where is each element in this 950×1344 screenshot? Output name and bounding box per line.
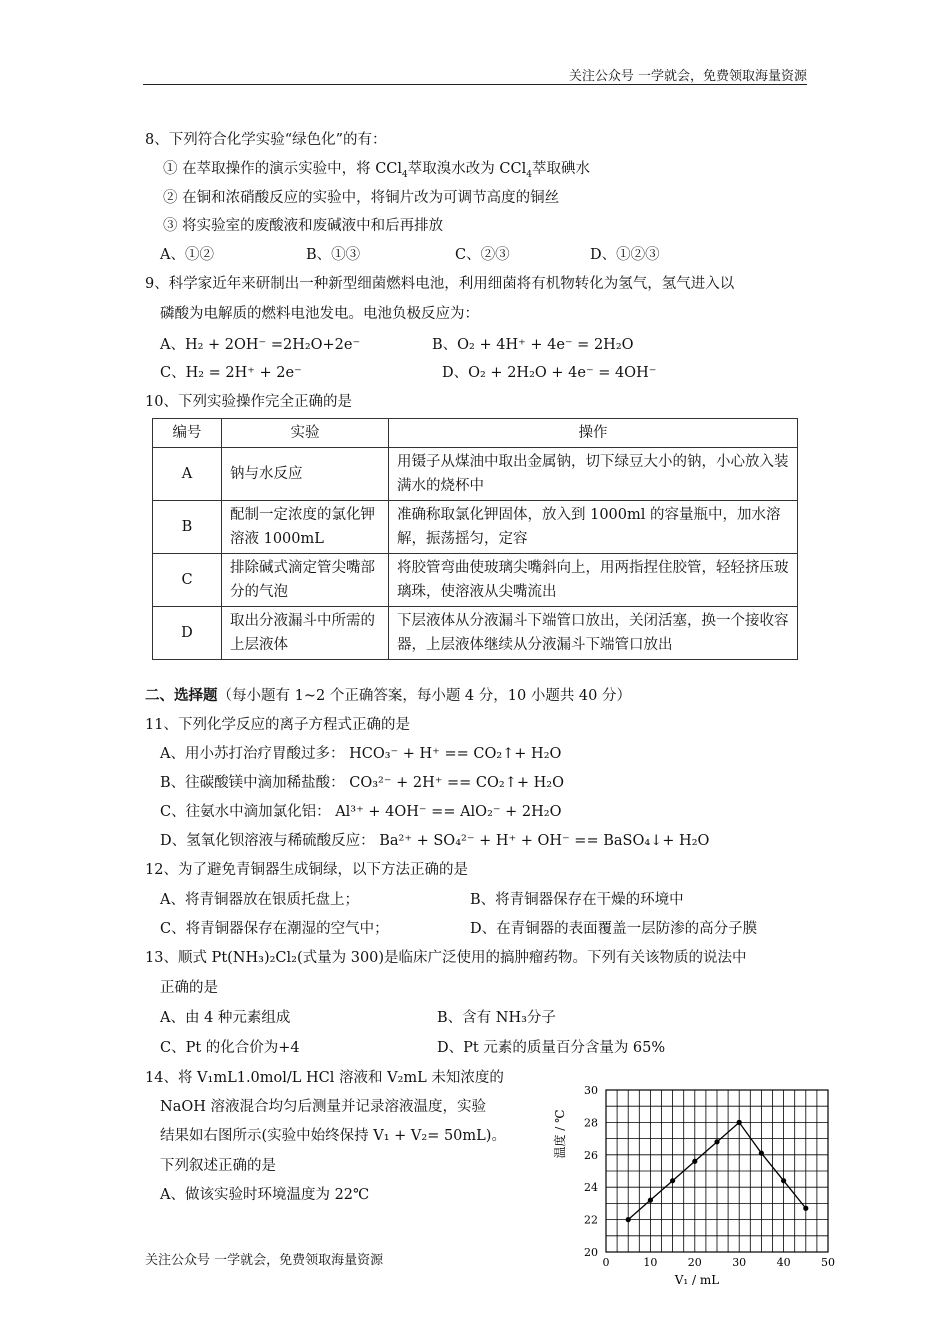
q14-stem-line2: NaOH 溶液混合均匀后测量并记录溶液温度，实验 — [160, 1099, 486, 1115]
q12-option-b: B、将青铜器保存在干燥的环境中 — [470, 892, 684, 908]
q11-option-c: C、往氨水中滴加氯化铝： Al³⁺ + 4OH⁻ == AlO₂⁻ + 2H₂O — [160, 804, 562, 820]
x-tick-label: 20 — [687, 1256, 702, 1269]
data-point — [803, 1206, 808, 1211]
table-row — [153, 448, 798, 501]
q8-option-a: A、①② — [160, 247, 214, 263]
y-tick-label: 20 — [584, 1246, 598, 1259]
y-tick-label: 30 — [584, 1084, 598, 1097]
row-experiment: 取出分液漏斗中所需的上层液体 — [222, 607, 389, 660]
data-point — [626, 1217, 631, 1222]
q14-stem-line4: 下列叙述正确的是 — [160, 1158, 276, 1174]
data-point — [781, 1178, 786, 1183]
data-point — [759, 1151, 764, 1156]
q8-option-c: C、②③ — [455, 247, 510, 263]
x-axis-label: V₁ / mL — [674, 1273, 720, 1287]
header-cell: 实验 — [222, 419, 389, 448]
row-id: B — [153, 501, 222, 554]
row-experiment: 钠与水反应 — [222, 448, 389, 501]
q10-table — [152, 418, 798, 660]
q12-option-d: D、在青铜器的表面覆盖一层防渗的高分子膜 — [470, 921, 758, 937]
q14-option-a: A、做该实验时环境温度为 22℃ — [160, 1187, 370, 1203]
header-divider — [143, 84, 807, 85]
row-experiment: 排除碱式滴定管尖嘴部分的气泡 — [222, 554, 389, 607]
q11-option-a: A、用小苏打治疗胃酸过多： HCO₃⁻ + H⁺ == CO₂↑+ H₂O — [160, 746, 562, 762]
data-point — [714, 1139, 719, 1144]
q11-stem: 11、下列化学反应的离子方程式正确的是 — [145, 717, 410, 733]
x-tick-label: 50 — [821, 1256, 835, 1269]
q11-option-b: B、往碳酸镁中滴加稀盐酸： CO₃²⁻ + 2H⁺ == CO₂↑+ H₂O — [160, 775, 564, 791]
row-operation: 准确称取氯化钾固体，放入到 1000ml 的容量瓶中，加水溶解，振荡摇匀，定容 — [389, 501, 798, 554]
chart-grid — [606, 1090, 828, 1252]
header-cell: 操作 — [389, 419, 798, 448]
q13-option-c: C、Pt 的化合价为+4 — [160, 1040, 300, 1056]
x-tick-label: 10 — [643, 1256, 658, 1269]
q8-item-1: ① 在萃取操作的演示实验中，将 CCl$_4$萃取溴水改为 CCl$_4$萃取碘水 — [163, 161, 590, 180]
row-experiment: 配制一定浓度的氯化钾溶液 1000mL — [222, 501, 389, 554]
section2-heading — [145, 684, 631, 705]
q9-option-d: D、O₂ + 2H₂O + 4e⁻ = 4OH⁻ — [442, 365, 657, 381]
x-tick-label: 40 — [776, 1256, 791, 1269]
q8-item-2: ② 在铜和浓硝酸反应的实验中，将铜片改为可调节高度的铜丝 — [163, 190, 560, 206]
q9-option-a: A、H₂ + 2OH⁻ =2H₂O+2e⁻ — [160, 337, 361, 353]
q9-stem-line2: 磷酸为电解质的燃料电池发电。电池负极反应为： — [160, 306, 479, 322]
q13-stem-line1: 13、顺式 Pt(NH₃)₂Cl₂(式量为 300)是临床广泛使用的搞肿瘤药物。下列有关该物质的说法中 — [145, 950, 747, 966]
q14-stem-line1: 14、将 V₁mL1.0mol/L HCl 溶液和 V₂mL 未知浓度的 — [145, 1070, 504, 1086]
section2-note: （每小题有 1~2 个正确答案，每小题 4 分，10 小题共 40 分） — [217, 688, 631, 704]
row-id: A — [153, 448, 222, 501]
temperature-chart — [548, 1062, 848, 1294]
y-tick-label: 22 — [584, 1213, 598, 1227]
q8-item-3: ③ 将实验室的废酸液和废碱液中和后再排放 — [163, 218, 444, 234]
q9-option-c: C、H₂ = 2H⁺ + 2e⁻ — [160, 365, 302, 381]
table-row — [153, 607, 798, 660]
q8-option-b: B、①③ — [306, 247, 361, 263]
y-tick-label: 24 — [584, 1181, 598, 1195]
x-tick-label: 0 — [602, 1256, 610, 1269]
data-point — [737, 1120, 742, 1125]
chart-ticks — [584, 1084, 835, 1269]
row-operation: 下层液体从分液漏斗下端管口放出，关闭活塞，换一个接收容器，上层液体继续从分液漏斗下端管口放出 — [389, 607, 798, 660]
q10-stem: 10、下列实验操作完全正确的是 — [145, 394, 352, 410]
page-footer: 关注公众号 一学就会，免费领取海量资源 — [145, 1253, 384, 1268]
data-point — [648, 1198, 653, 1203]
table-header-row — [153, 419, 798, 448]
q12-stem: 12、为了避免青铜器生成铜绿，以下方法正确的是 — [145, 862, 468, 878]
data-point — [670, 1178, 675, 1183]
section2-title: 二、选择题 — [145, 687, 218, 704]
q8-stem: 8、下列符合化学实验“绿色化”的有： — [145, 132, 387, 148]
q9-option-b: B、O₂ + 4H⁺ + 4e⁻ = 2H₂O — [432, 337, 634, 353]
table-row — [153, 554, 798, 607]
y-tick-label: 26 — [584, 1148, 598, 1162]
y-axis-label: 温度 / ℃ — [553, 1109, 567, 1159]
q12-option-a: A、将青铜器放在银质托盘上； — [160, 892, 359, 908]
q9-stem-line1: 9、科学家近年来研制出一种新型细菌燃料电池，利用细菌将有机物转化为氢气，氢气进入以 — [145, 276, 735, 292]
row-operation: 用镊子从煤油中取出金属钠，切下绿豆大小的钠，小心放入装满水的烧杯中 — [389, 448, 798, 501]
header-cell: 编号 — [153, 419, 222, 448]
q11-option-d: D、氢氧化钡溶液与稀硫酸反应： Ba²⁺ + SO₄²⁻ + H⁺ + OH⁻ == BaSO₄↓+ H₂O — [160, 833, 710, 849]
q13-option-a: A、由 4 种元素组成 — [160, 1010, 291, 1026]
x-tick-label: 30 — [732, 1256, 747, 1269]
q13-option-d: D、Pt 元素的质量百分含量为 65% — [437, 1040, 666, 1056]
table-row — [153, 501, 798, 554]
row-operation: 将胶管弯曲使玻璃尖嘴斜向上，用两指捏住胶管，轻轻挤压玻璃珠，使溶液从尖嘴流出 — [389, 554, 798, 607]
y-tick-label: 28 — [584, 1116, 598, 1130]
row-id: D — [153, 607, 222, 660]
page-header: 关注公众号 一学就会，免费领取海量资源 — [568, 69, 807, 84]
q12-option-c: C、将青铜器保存在潮湿的空气中； — [160, 921, 389, 937]
q13-option-b: B、含有 NH₃分子 — [437, 1010, 556, 1026]
data-point — [692, 1159, 697, 1164]
q13-stem-line2: 正确的是 — [160, 980, 218, 996]
q8-option-d: D、①②③ — [590, 247, 660, 263]
q14-stem-line3: 结果如右图所示(实验中始终保持 V₁ + V₂= 50mL)。 — [160, 1128, 506, 1144]
row-id: C — [153, 554, 222, 607]
